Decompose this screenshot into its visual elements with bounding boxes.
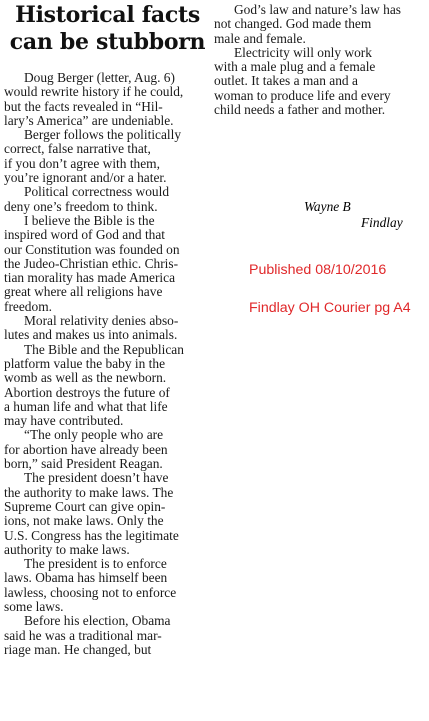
text-line: Electricity will only work — [234, 44, 372, 60]
letter-left-column — [4, 71, 207, 657]
paragraph — [4, 314, 207, 343]
text-line: authority to make laws. — [4, 541, 130, 557]
paragraph — [4, 428, 207, 471]
text-line: correct, false narrative that, — [4, 141, 151, 157]
text-line: outlet. It takes a man and a — [214, 73, 358, 89]
paragraph — [4, 128, 207, 185]
paragraph — [4, 214, 207, 314]
text-line: you’re ignorant and/or a hater. — [4, 170, 167, 186]
text-line: Abortion destroys the future of — [4, 384, 170, 400]
text-line: The president is to enforce — [24, 556, 167, 572]
text-line: the Judeo-Christian ethic. Chris- — [4, 255, 179, 271]
source-note: Findlay OH Courier pg A4 — [249, 300, 411, 316]
text-line: child needs a father and mother. — [214, 102, 386, 118]
redaction-box — [358, 200, 410, 213]
paragraph — [214, 3, 424, 46]
paragraph — [4, 471, 207, 557]
text-line: ions, not make laws. Only the — [4, 513, 164, 529]
text-line: would rewrite history if he could, — [4, 84, 184, 100]
text-line: a human life and what that life — [4, 398, 168, 414]
text-line: some laws. — [4, 598, 64, 614]
text-line: Moral relativity denies abso- — [24, 313, 179, 329]
text-line: The Bible and the Republican — [24, 341, 184, 357]
text-line: not changed. God made them — [214, 16, 372, 32]
text-line: riage man. He changed, but — [4, 641, 152, 657]
text-line: the authority to make laws. The — [4, 484, 174, 500]
text-line: Supreme Court can give opin- — [4, 498, 166, 514]
paragraph — [4, 614, 207, 657]
signature-name: Wayne B — [304, 199, 351, 214]
text-line: The president doesn’t have — [24, 470, 169, 486]
signature-city: Findlay — [361, 215, 403, 230]
text-line: but the facts revealed in “Hil- — [4, 98, 163, 114]
text-line: Political correctness would — [24, 184, 170, 200]
text-line: laws. Obama has himself been — [4, 570, 168, 586]
text-line: our Constitution was founded on — [4, 241, 180, 257]
paragraph — [4, 343, 207, 429]
text-line: U.S. Congress has the legitimate — [4, 527, 179, 543]
text-line: “The only people who are — [24, 427, 164, 443]
text-line: lary’s America” are undeniable. — [4, 112, 174, 128]
headline — [0, 2, 215, 56]
text-line: great where all religions have — [4, 284, 163, 300]
text-line: may have contributed. — [4, 413, 124, 429]
text-line: Before his election, Obama — [24, 613, 171, 629]
paragraph — [4, 71, 207, 128]
text-line: if you don’t agree with them, — [4, 155, 160, 171]
text-line: for abortion have already been — [4, 441, 168, 457]
text-line: with a male plug and a female — [214, 59, 376, 75]
text-line: Berger follows the politically — [24, 127, 182, 143]
text-line: woman to produce life and every — [214, 87, 391, 103]
text-line: lutes and makes us into animals. — [4, 327, 178, 343]
headline-line-1: Historical facts — [15, 2, 200, 28]
paragraph — [214, 46, 424, 117]
text-line: inspired word of God and that — [4, 227, 166, 243]
text-line: born,” said President Reagan. — [4, 456, 163, 472]
text-line: Doug Berger (letter, Aug. 6) — [24, 70, 175, 85]
headline-line-2: can be stubborn — [9, 29, 206, 55]
text-line: tian morality has made America — [4, 270, 176, 286]
text-line: deny one’s freedom to think. — [4, 198, 158, 214]
letter-right-column — [214, 3, 424, 117]
text-line: platform value the baby in the — [4, 355, 166, 371]
text-line: womb as well as the newborn. — [4, 370, 167, 386]
paragraph — [4, 185, 207, 214]
text-line: I believe the Bible is the — [24, 212, 155, 228]
text-line: freedom. — [4, 298, 52, 314]
text-line: male and female. — [214, 30, 306, 46]
published-date-note: Published 08/10/2016 — [249, 262, 387, 278]
text-line: God’s law and nature’s law has — [234, 2, 401, 17]
text-line: lawless, choosing not to enforce — [4, 584, 177, 600]
paragraph — [4, 557, 207, 614]
text-line: said he was a traditional mar- — [4, 627, 162, 643]
